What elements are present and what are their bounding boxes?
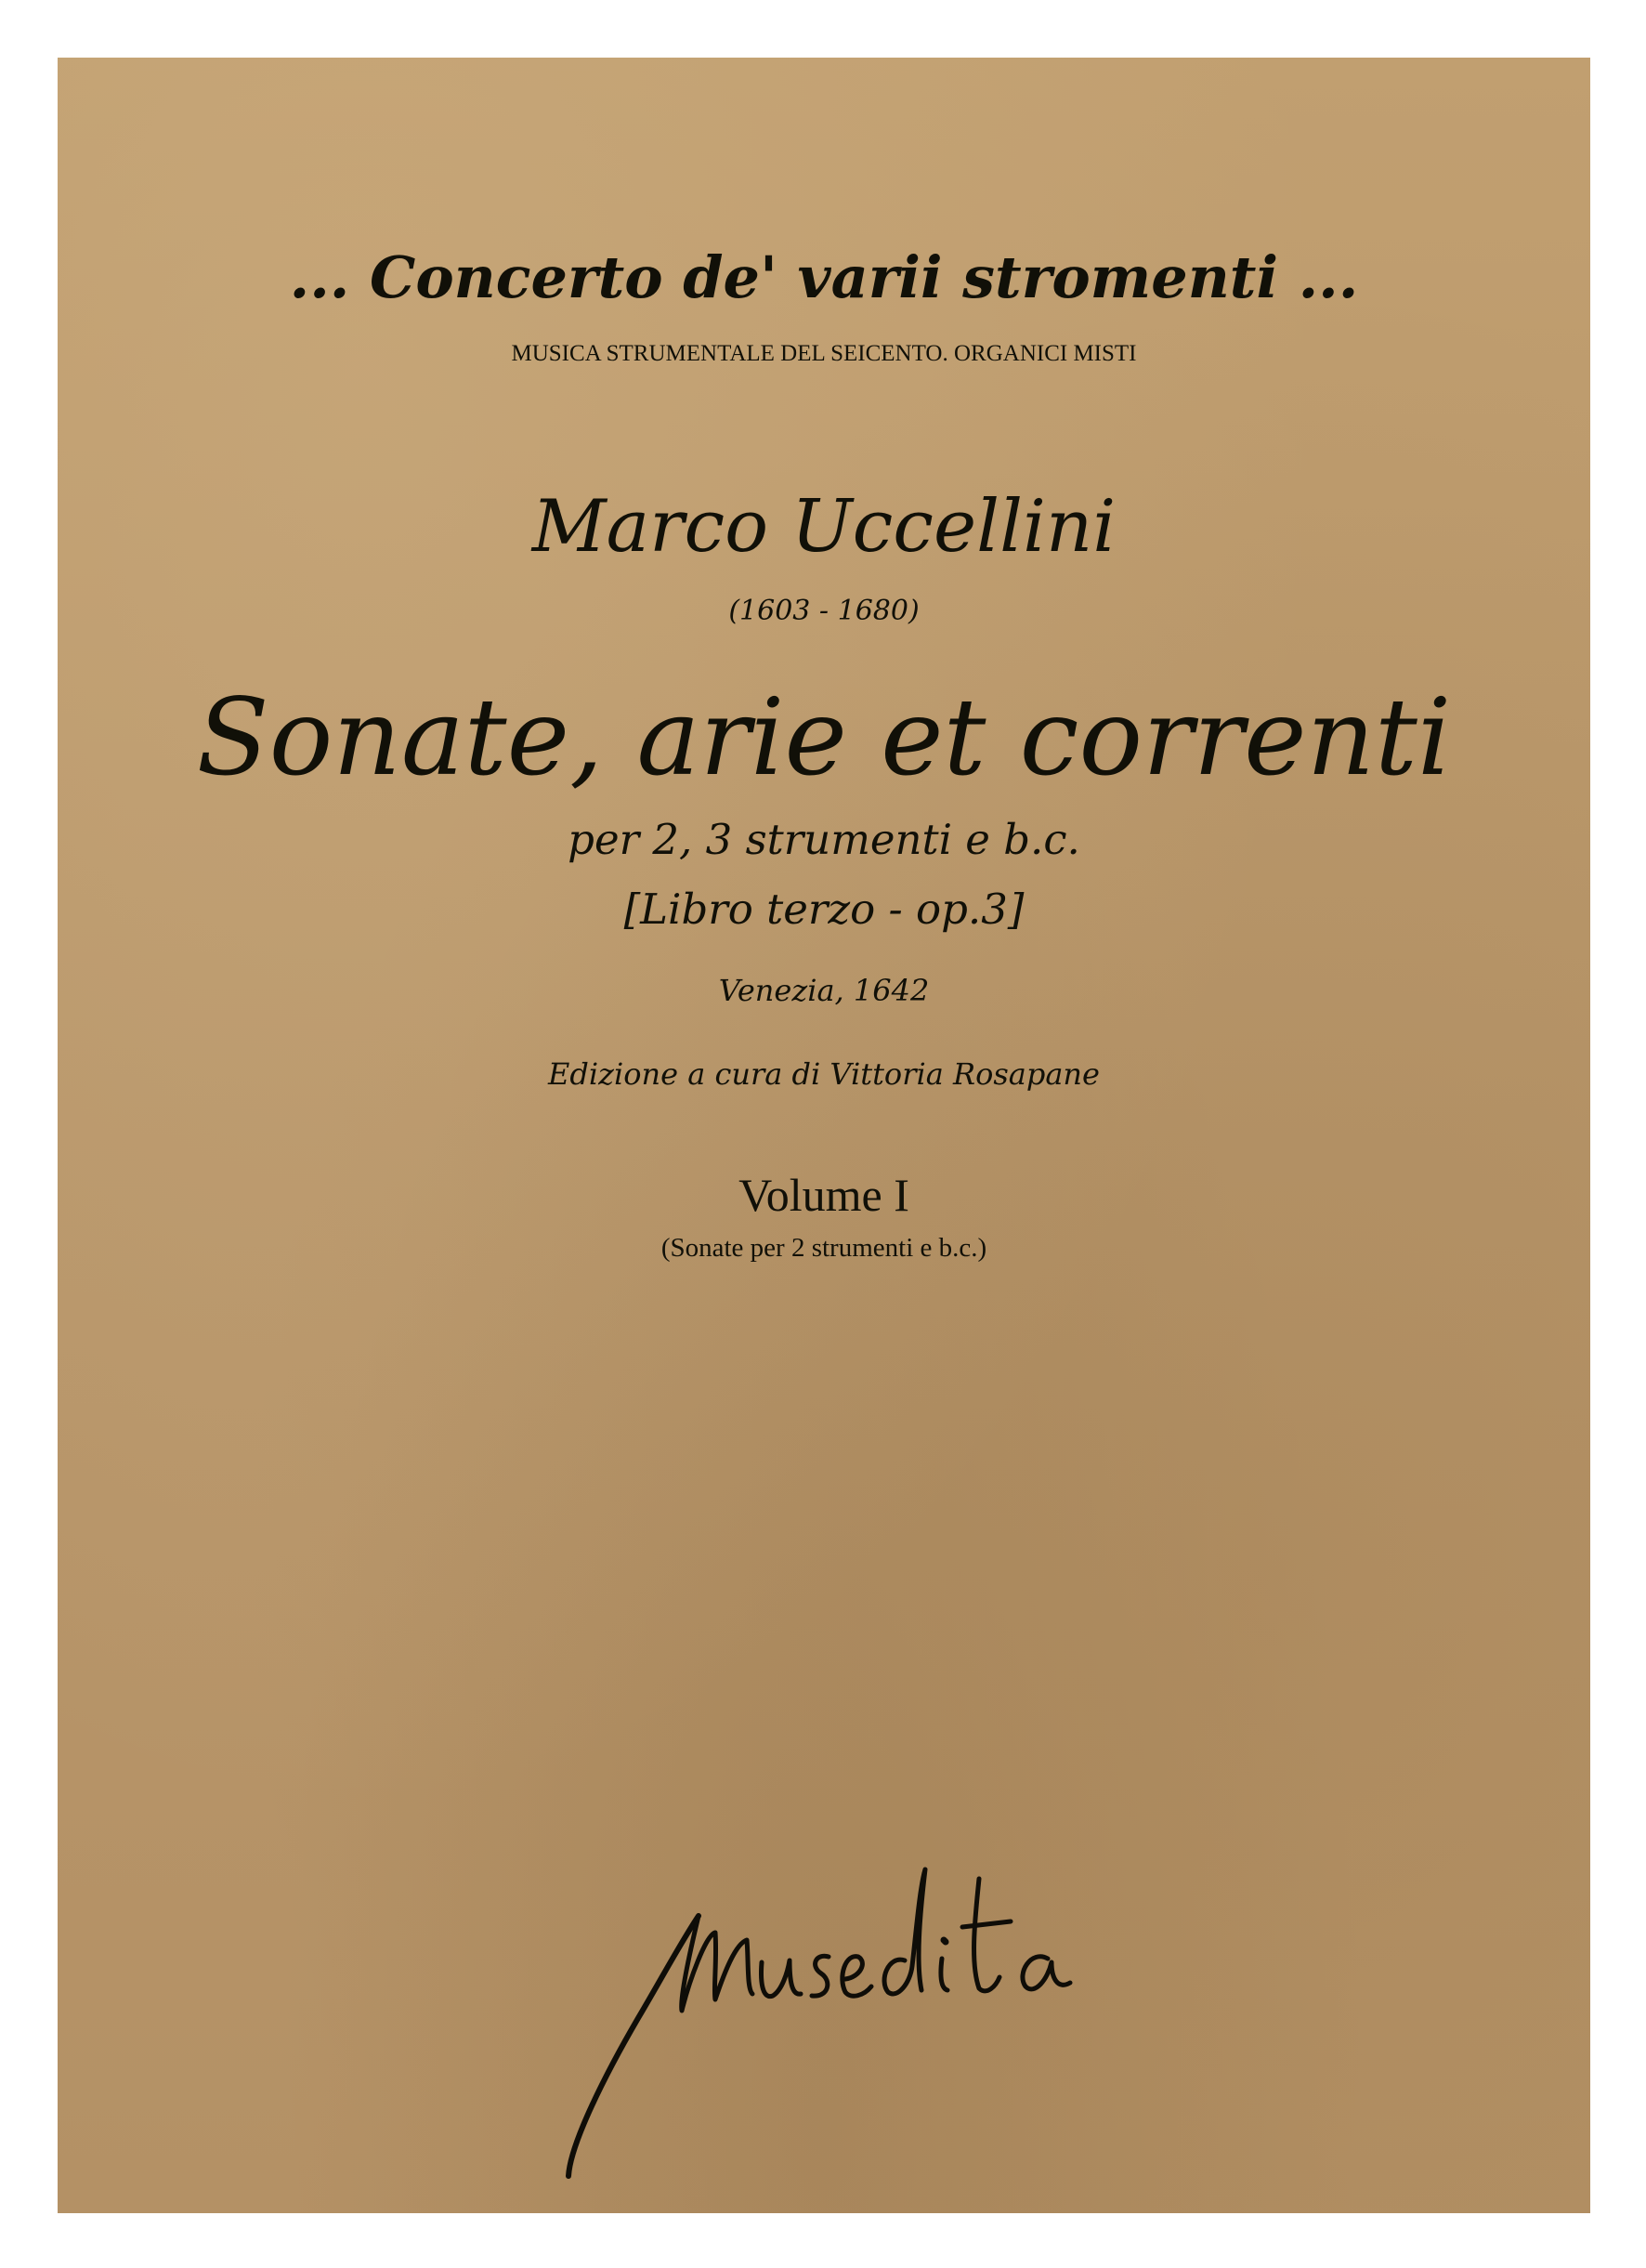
musedita-logo-icon xyxy=(550,1767,1154,2204)
work-scoring: per 2, 3 strumenti e b.c. xyxy=(568,815,1080,864)
work-book: [Libro terzo - op.3] xyxy=(623,885,1025,934)
work-title: Sonate, arie et correnti xyxy=(196,675,1452,799)
series-title: ... Concerto de' varii stromenti ... xyxy=(289,243,1359,311)
volume-label: Volume I xyxy=(738,1169,909,1221)
series-subtitle: MUSICA STRUMENTALE DEL SEICENTO. ORGANICI MISTI xyxy=(511,341,1137,366)
composer-name: Marco Uccellini xyxy=(531,485,1117,569)
cover-page xyxy=(58,58,1590,2213)
composer-dates: (1603 - 1680) xyxy=(728,595,920,627)
volume-subtitle: (Sonate per 2 strumenti e b.c.) xyxy=(660,1233,987,1263)
editor-credit: Edizione a cura di Vittoria Rosapane xyxy=(548,1056,1100,1092)
publication-place-date: Venezia, 1642 xyxy=(718,973,930,1008)
